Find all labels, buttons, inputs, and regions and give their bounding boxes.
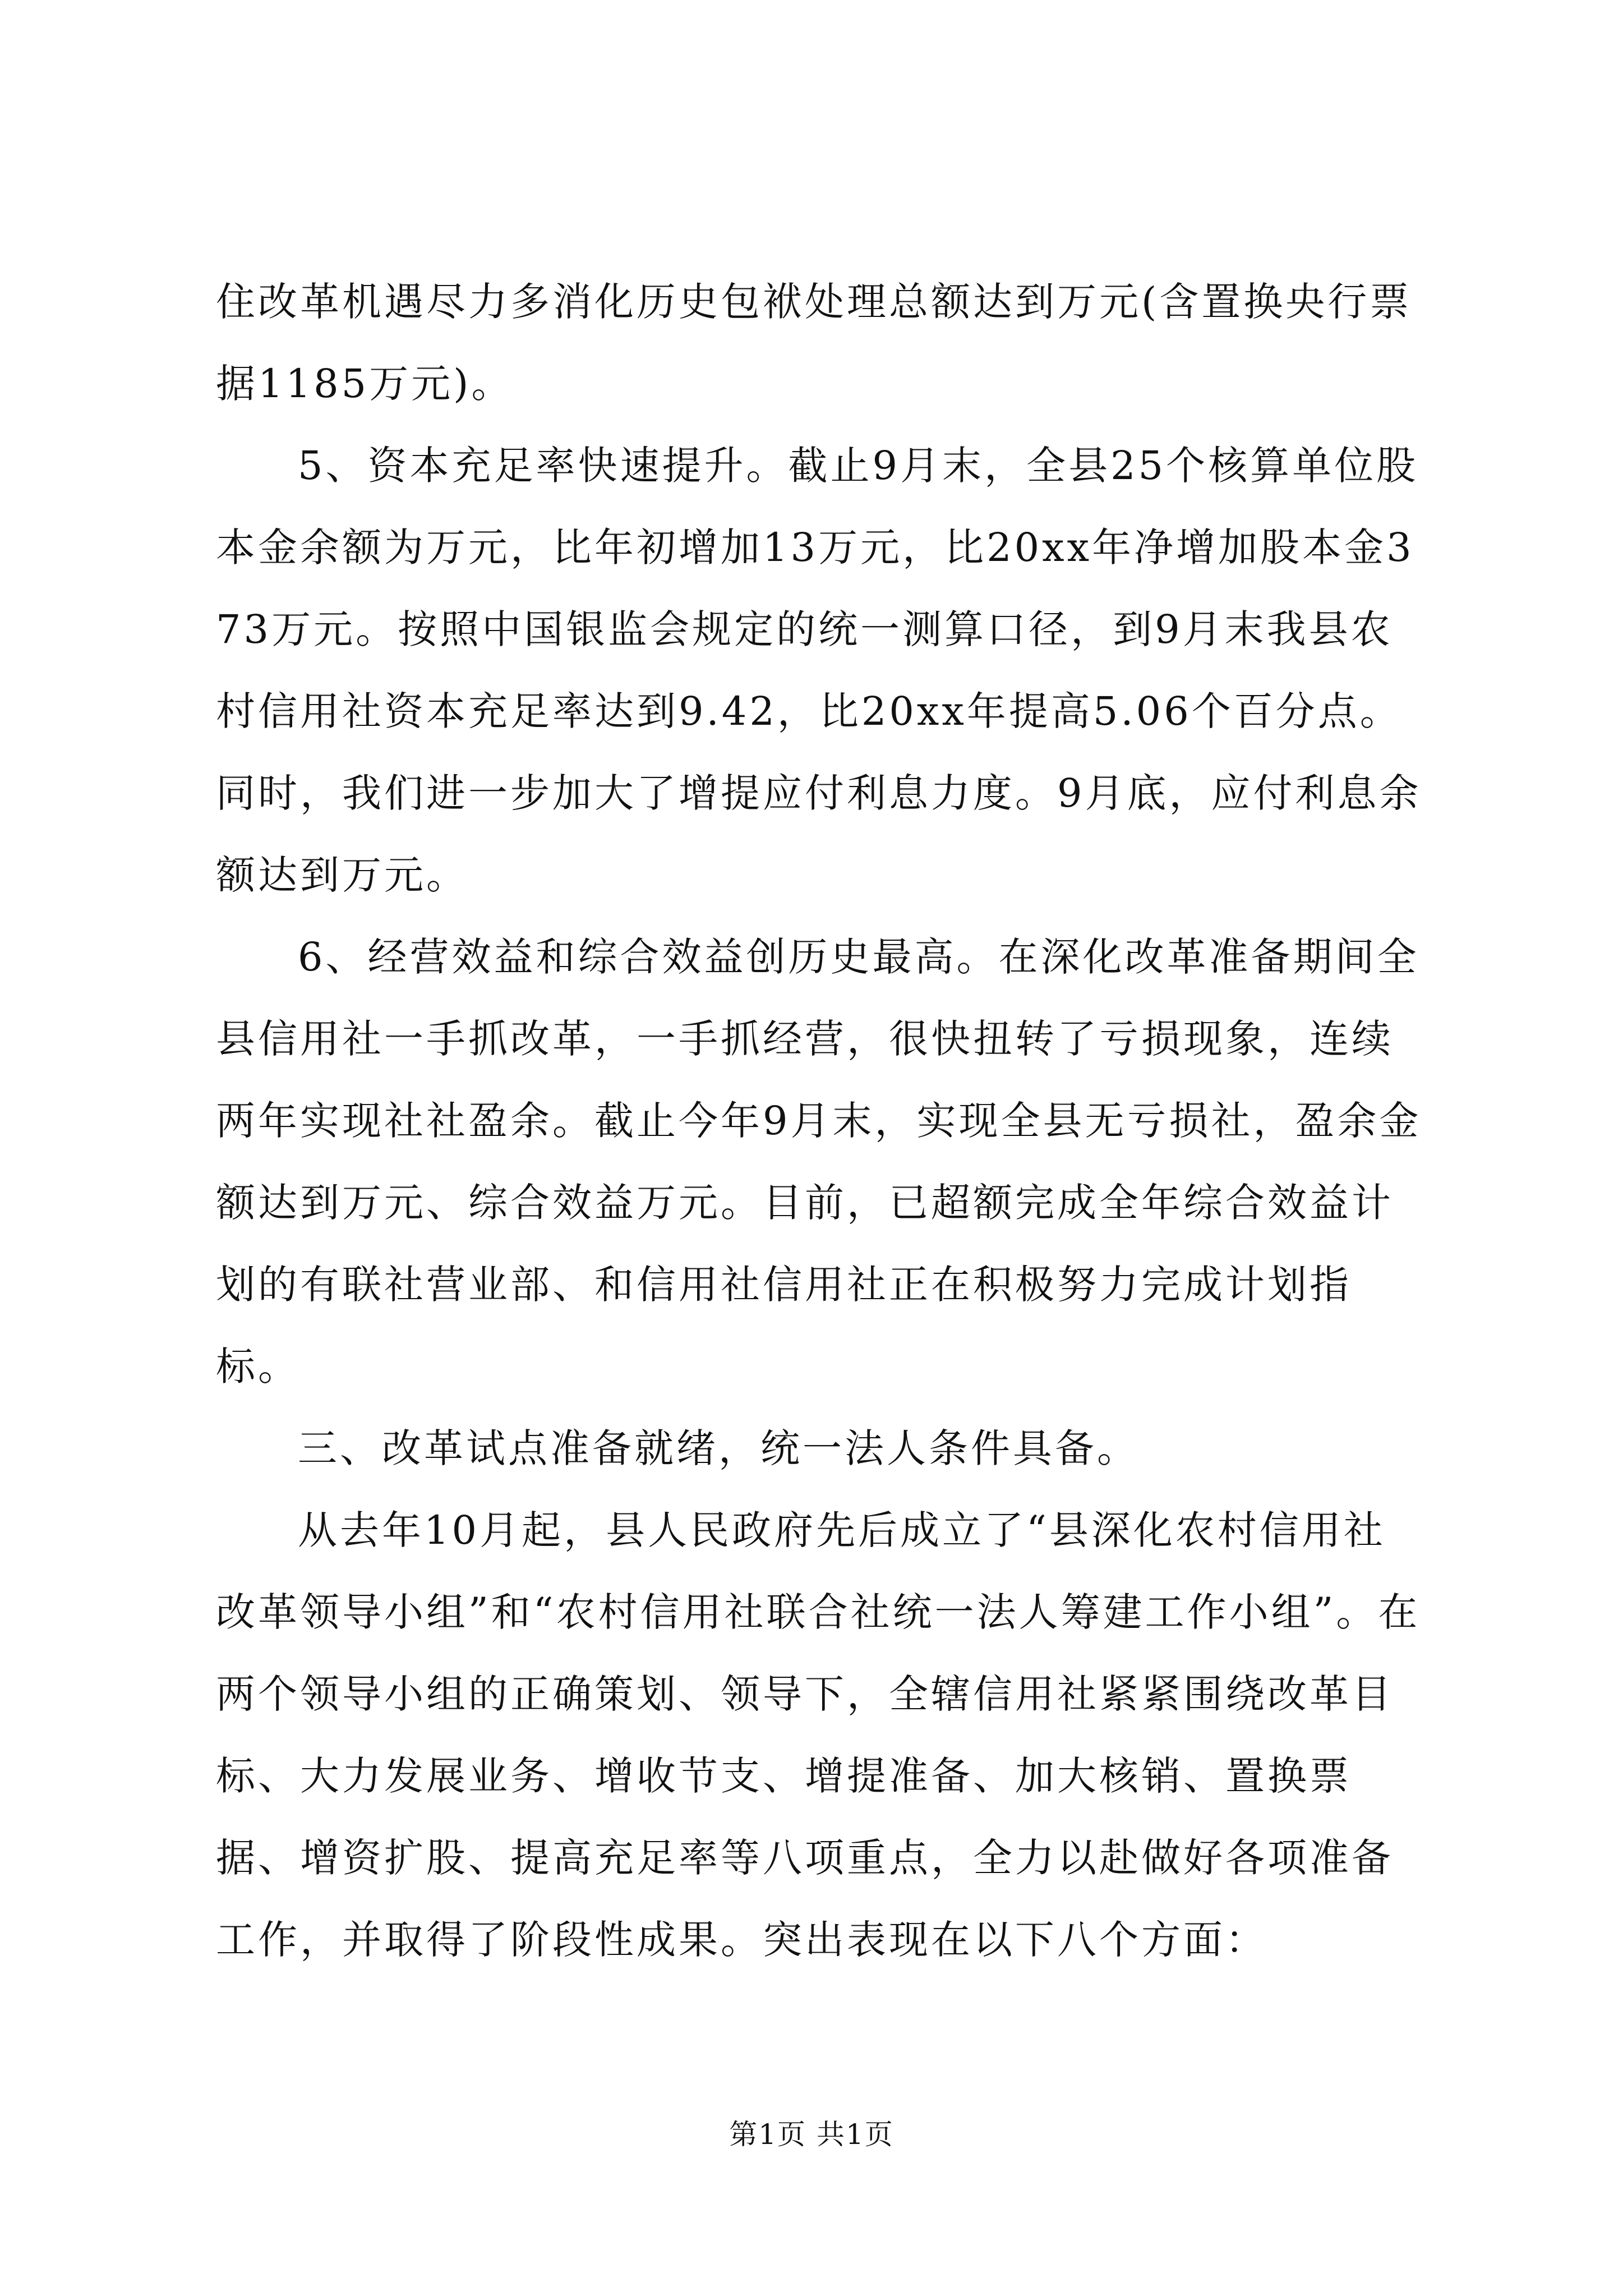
page-footer: 第1页 共1页: [729, 2118, 894, 2151]
paragraph-reform-groups: 从去年10月起，县人民政府先后成立了“县深化农村信用社改革领导小组”和“农村信用社联合社统一法人筹建工作小组”。在两个领导小组的正确策划、领导下，全辖信用社紧紧围绕改革目标、大力发展业务、增收节支、增提准备、加大核销、置换票据、增资扩股、提高充足率等八项重点，全力以赴做好各项准备工作，并取得了阶段性成果。突出表现在以下八个方面：: [216, 1507, 1421, 1963]
paragraph-capital-adequacy: 5、资本充足率快速提升。截止9月末，全县25个核算单位股本金余额为万元，比年初增加13万元，比20xx年净增加股本金373万元。按照中国银监会规定的统一测算口径，到9月末我县农村信用社资本充足率达到9.42，比20xx年提高5.06个百分点。同时，我们进一步加大了增提应付利息力度。9月底，应付利息余额达到万元。: [216, 443, 1422, 898]
paragraph-operating-efficiency: 6、经营效益和综合效益创历史最高。在深化改革准备期间全县信用社一手抓改革，一手抓经营，很快扭转了亏损现象，连续两年实现社社盈余。截止今年9月末，实现全县无亏损社，盈余金额达到万元、综合效益万元。目前，已超额完成全年综合效益计划的有联社营业部、和信用社信用社正在积极努力完成计划指标。: [216, 934, 1422, 1389]
paragraph-continuation: 住改革机遇尽力多消化历史包袱处理总额达到万元(含置换央行票据1185万元)。: [216, 279, 1412, 407]
section-heading-reform-pilot: 三、改革试点准备就绪，统一法人条件具备。: [298, 1425, 1139, 1471]
document-body: [216, 261, 1422, 1981]
